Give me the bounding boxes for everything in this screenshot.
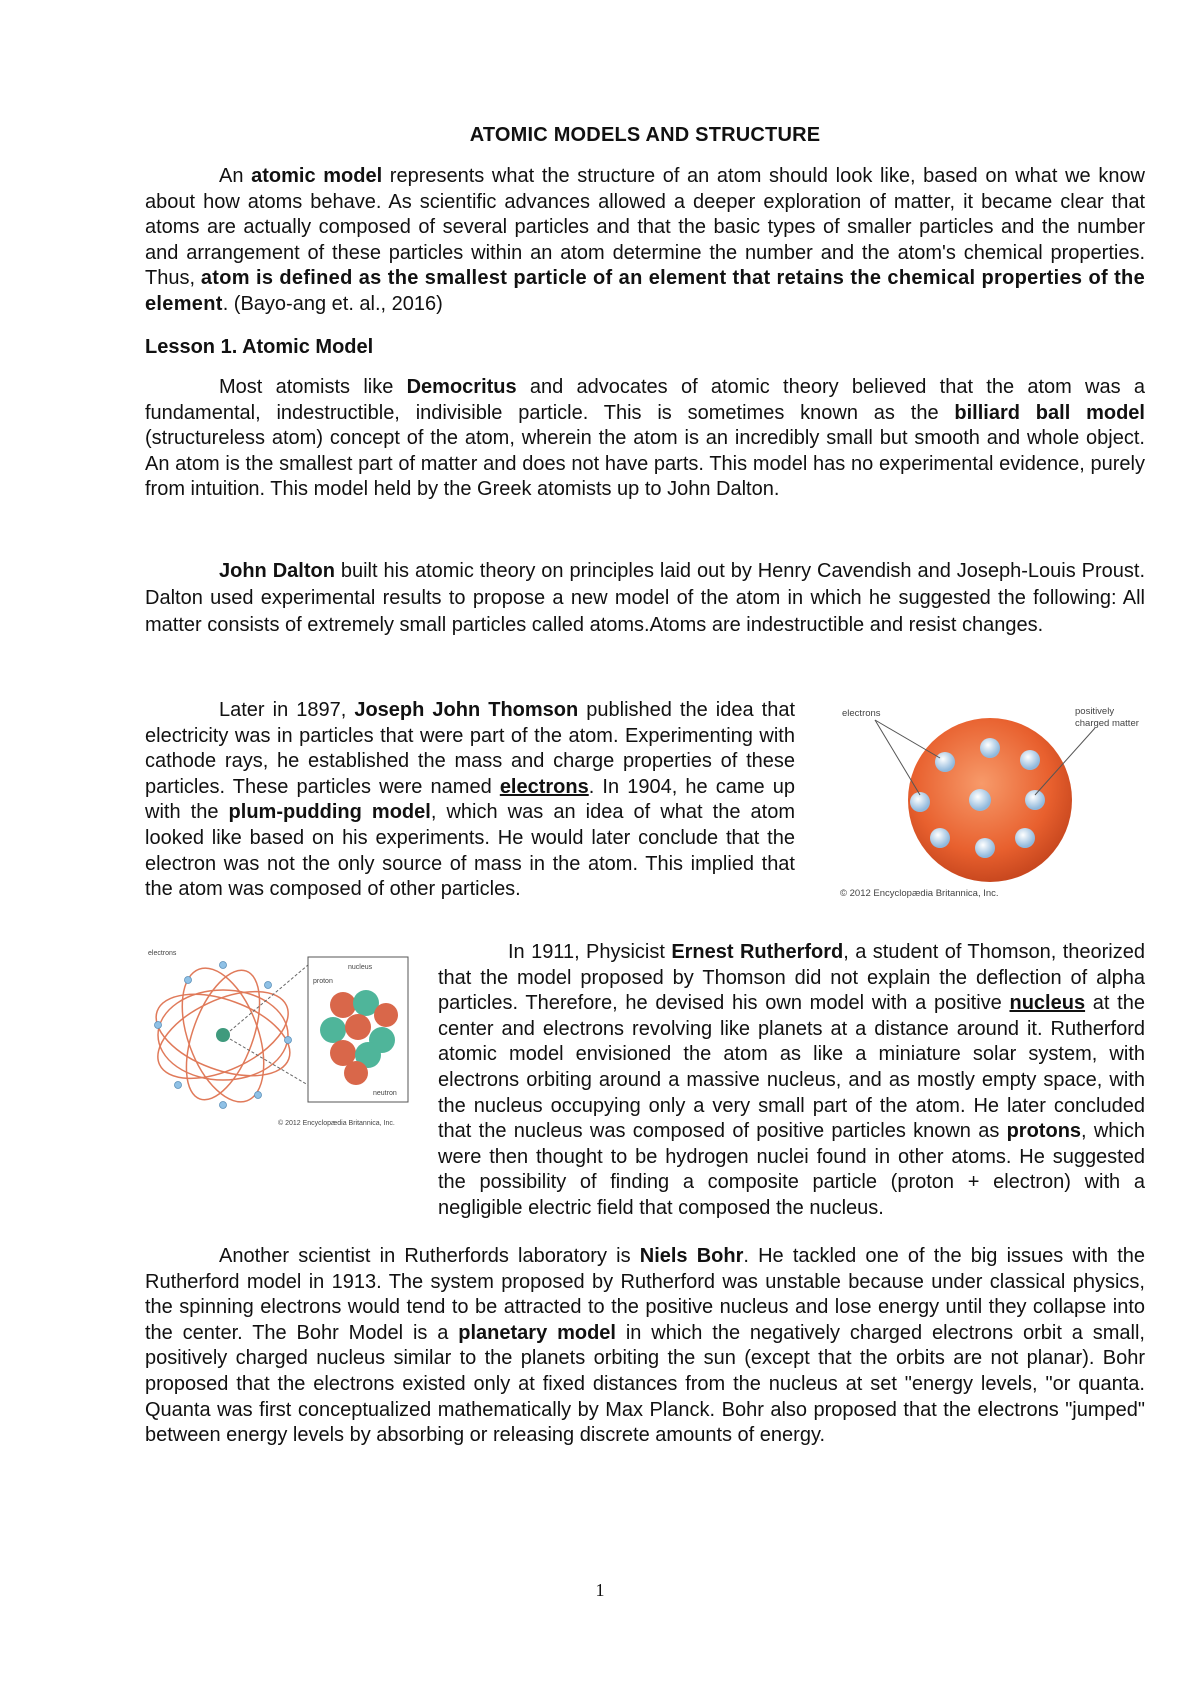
label-charged-matter: charged matter	[1075, 718, 1139, 729]
rutherford-figure	[148, 945, 413, 1130]
bohr-paragraph: Another scientist in Rutherfords laboratory is Niels Bohr. He tackled one of the big issues with the Rutherford model in 1913. The system proposed by Rutherford was unstable because under classical physics, the spinning electrons would tend to be attracted to the positive nucleus and lose energy until they collapse into the center. The Bohr Model is a planetary model in which the negatively charged electrons orbit a small, positively charged nucleus similar to the planets orbiting the sun (except that the orbits are not planar). Bohr proposed that the electrons existed only at fixed distances from the nucleus at set "energy levels, "or quanta. Quanta was first conceptualized mathematically by Max Planck. Bohr also proposed that the electrons "jumped" between energy levels by absorbing or releasing discrete amounts of energy.	[145, 1245, 1145, 1447]
intro-paragraph: An atomic model represents what the structure of an atom should look like, based on what we know about how atoms behave. As scientific advances allowed a deeper exploration of matter, it became clear that atoms are actually composed of several particles and that the basic types of smaller particles and the number and arrangement of these particles within an atom determine the number and the atom's chemical properties. Thus, atom is defined as the smallest particle of an element that retains the chemical properties of the element. (Bayo-ang et. al., 2016)	[145, 165, 1146, 315]
small-nucleus	[216, 1028, 230, 1042]
page-title: ATOMIC MODELS AND STRUCTURE	[469, 124, 821, 146]
thomson-paragraph: Later in 1897, Joseph John Thomson published the idea that electricity was in particles that were part of the atom. Experimenting with cathode rays, he established the mass and charge properties of these particles. These particles were named electrons. In 1904, he came up with the plum-pudding model, which was an idea of what the atom looked like based on his experiments. He would later conclude that the electron was not the only source of mass in the atom. This implied that the atom was composed of other particles.	[145, 699, 796, 901]
figure-credit: © 2012 Encyclopædia Britannica, Inc.	[278, 1120, 395, 1127]
rutherford-paragraph-top: In 1911, Physicist Ernest Rutherford, a student of Thomson, theorized that the model proposed by Thomson did not explain the deflection of alpha particles. Therefore, he devised his own model with a positive nucleus at the center and electrons revolving like planets at a distance around it. Rutherford atomic model envisioned the atom as like a miniature solar system, with electrons orbiting around a massive nucleus, and as mostly empty space, with the nucleus occupying only a very small part of the atom. He later concluded that the nucleus was composed of positive particles known as protons, which were then thought to be hydrogen nuclei found in other atoms. He suggested the possibility of finding a composite particle (proton + electron) with a negligible electric field that composed the nucleus.	[438, 941, 1145, 1219]
label-electrons: electrons	[842, 708, 881, 719]
page-number: 1	[595, 1580, 605, 1600]
figure-credit: © 2012 Encyclopædia Britannica, Inc.	[840, 888, 999, 899]
plum-pudding-figure	[840, 700, 1140, 900]
label-positively: positively	[1075, 706, 1115, 717]
lesson-heading: Lesson 1. Atomic Model	[145, 336, 374, 358]
label-proton: proton	[313, 978, 333, 985]
dalton-paragraph: John Dalton built his atomic theory on principles laid out by Henry Cavendish and Joseph-Louis Proust. Dalton used experimental results to propose a new model of the atom in which he suggested the following: All matter consists of extremely small particles called atoms.Atoms are indestructible and resist changes.	[145, 560, 1146, 636]
label-neutron: neutron	[373, 1090, 397, 1097]
democritus-paragraph: Most atomists like Democritus and advocates of atomic theory believed that the atom was a fundamental, indestructible, indivisible particle. This is sometimes known as the billiard ball model (structureless atom) concept of the atom, wherein the atom is an incredibly small but smooth and whole object. An atom is the smallest part of matter and does not have parts. This model has no experimental evidence, purely from intuition. This model held by the Greek atomists up to John Dalton.	[145, 376, 1145, 501]
label-nucleus: nucleus	[348, 964, 373, 971]
label-electrons: electrons	[148, 950, 177, 957]
